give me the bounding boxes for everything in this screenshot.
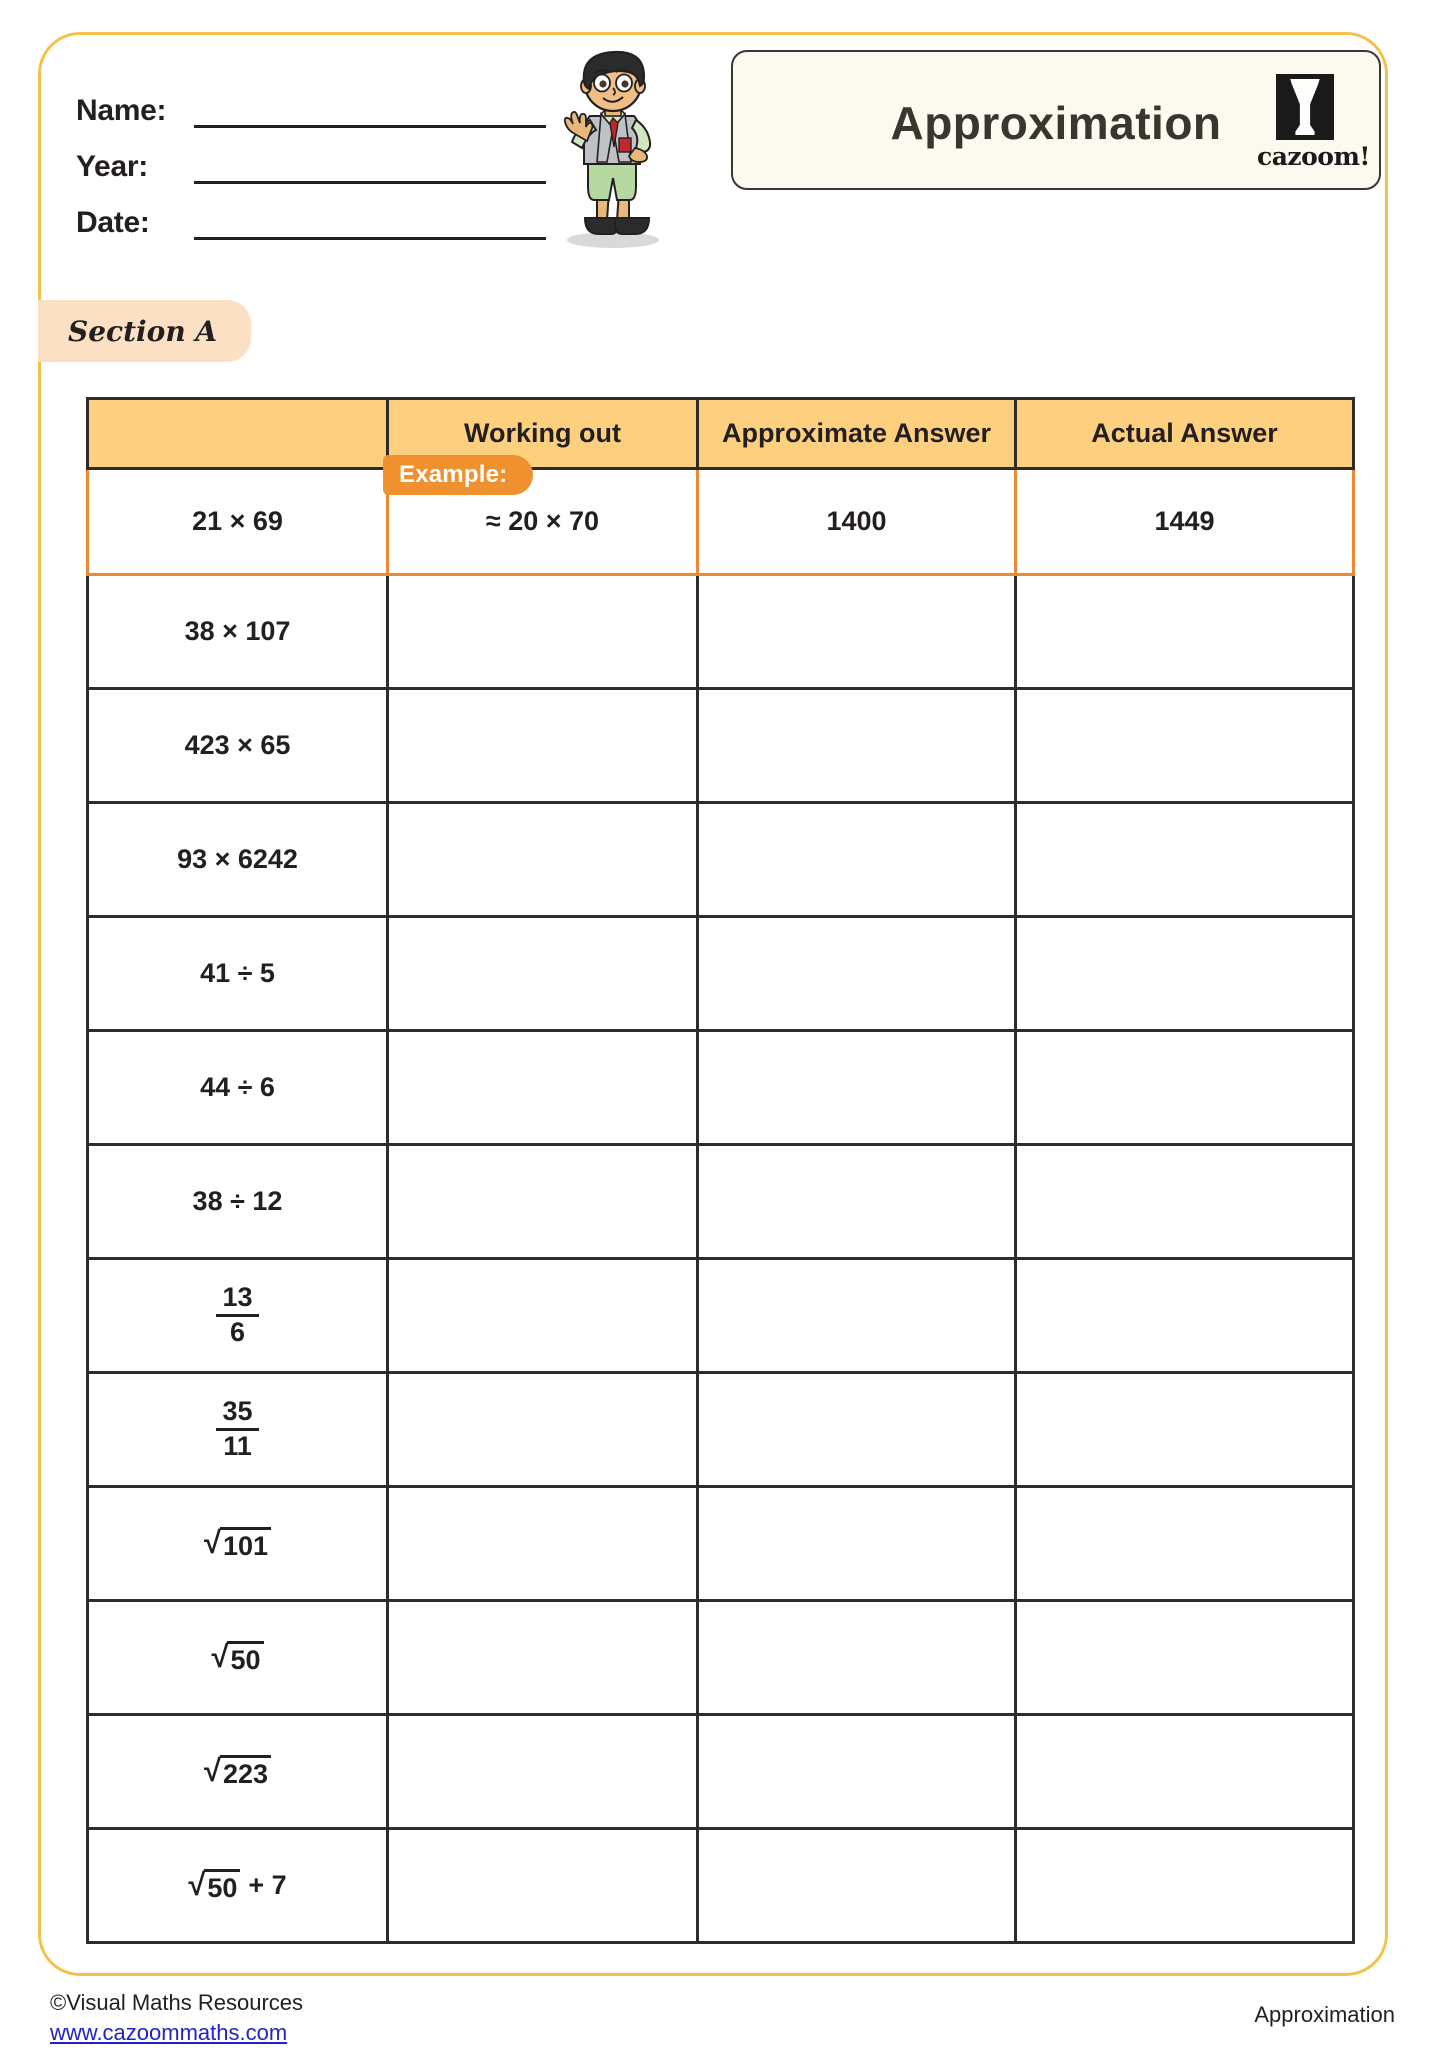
table-row: [88, 1373, 1354, 1487]
copyright-text: ©Visual Maths Resources: [50, 1990, 304, 2015]
answer-cell-approximate[interactable]: [698, 803, 1016, 917]
example-actual-answer: 1449: [1016, 469, 1354, 575]
table-row-example: [88, 469, 1354, 575]
field-row-date: [76, 188, 556, 240]
answer-cell-approximate[interactable]: [698, 689, 1016, 803]
cazoom-hourglass-icon: [1276, 74, 1334, 140]
answer-cell-working-out[interactable]: [388, 917, 698, 1031]
radical-sign-icon: √: [188, 1867, 206, 1902]
section-badge: [38, 300, 251, 362]
field-row-year: [76, 132, 556, 184]
answer-cell-actual[interactable]: [1016, 1829, 1354, 1943]
answer-cell-approximate[interactable]: [698, 1259, 1016, 1373]
answer-cell-working-out[interactable]: [388, 1031, 698, 1145]
square-root: [204, 1527, 271, 1560]
table-row: [88, 1259, 1354, 1373]
footer-credits: [50, 1988, 303, 2048]
date-input-line[interactable]: [194, 207, 546, 240]
question-expression: 423 × 65: [88, 689, 388, 803]
header-approximate-answer: Approximate Answer: [698, 399, 1016, 469]
mascot-schoolboy-icon: [543, 42, 678, 252]
answer-cell-approximate[interactable]: [698, 1373, 1016, 1487]
answer-cell-approximate[interactable]: [698, 575, 1016, 689]
answer-cell-working-out[interactable]: [388, 1829, 698, 1943]
square-root: [211, 1641, 263, 1674]
header-actual-answer: Actual Answer: [1016, 399, 1354, 469]
answer-cell-actual[interactable]: [1016, 575, 1354, 689]
answer-cell-actual[interactable]: [1016, 1715, 1354, 1829]
answer-cell-actual[interactable]: [1016, 1373, 1354, 1487]
fraction-denominator: 6: [216, 1314, 258, 1347]
radicand: 50: [227, 1641, 263, 1674]
fraction-numerator: 35: [222, 1396, 253, 1427]
example-tag: [383, 455, 533, 495]
answer-cell-actual[interactable]: [1016, 1031, 1354, 1145]
answer-cell-approximate[interactable]: [698, 1487, 1016, 1601]
example-tag-label: Example:: [399, 461, 508, 488]
table-row: [88, 689, 1354, 803]
answer-cell-approximate[interactable]: [698, 1601, 1016, 1715]
answer-cell-working-out[interactable]: [388, 1715, 698, 1829]
square-root: [204, 1755, 271, 1788]
worksheet-header: [38, 32, 1388, 262]
page-title: Approximation: [890, 97, 1222, 149]
answer-cell-working-out[interactable]: [388, 803, 698, 917]
table-row: [88, 1715, 1354, 1829]
answer-cell-working-out[interactable]: [388, 1145, 698, 1259]
year-label: Year:: [76, 150, 148, 183]
cazoom-logo: [1257, 74, 1370, 174]
radical-sign-icon: √: [203, 1525, 221, 1560]
example-approximate-answer: 1400: [698, 469, 1016, 575]
example-expression: 21 × 69: [88, 469, 388, 575]
radicand: 50: [204, 1869, 240, 1902]
expression-suffix: + 7: [248, 1870, 287, 1900]
radicand: 101: [220, 1527, 271, 1560]
cazoom-website-link[interactable]: www.cazoommaths.com: [50, 2020, 288, 2045]
table-body: [88, 469, 1354, 1943]
answer-cell-approximate[interactable]: [698, 1031, 1016, 1145]
answer-cell-actual[interactable]: [1016, 1601, 1354, 1715]
table-row: [88, 1145, 1354, 1259]
question-expression: [88, 1715, 388, 1829]
answer-cell-approximate[interactable]: [698, 1829, 1016, 1943]
answer-cell-working-out[interactable]: [388, 1601, 698, 1715]
question-expression: [88, 1601, 388, 1715]
fraction: [216, 1397, 258, 1460]
worksheet-title-card: [731, 50, 1381, 190]
answer-cell-approximate[interactable]: [698, 1145, 1016, 1259]
radical-sign-icon: √: [211, 1639, 229, 1674]
radical-sign-icon: √: [203, 1753, 221, 1788]
question-expression: 41 ÷ 5: [88, 917, 388, 1031]
table-row: [88, 575, 1354, 689]
answer-cell-working-out[interactable]: [388, 1259, 698, 1373]
year-input-line[interactable]: [194, 151, 546, 184]
fraction: [216, 1283, 258, 1346]
square-root: [188, 1869, 240, 1902]
fraction-denominator: 11: [216, 1428, 258, 1461]
table-row: [88, 1487, 1354, 1601]
date-label: Date:: [76, 206, 150, 239]
header-working-out: Working out: [388, 399, 698, 469]
answer-cell-working-out[interactable]: [388, 1373, 698, 1487]
footer-worksheet-name: Approximation: [1254, 2002, 1395, 2027]
table-row: [88, 1829, 1354, 1943]
approximation-table: [86, 397, 1355, 1944]
table-row: [88, 1601, 1354, 1715]
question-expression: [88, 1829, 388, 1943]
table-row: [88, 803, 1354, 917]
answer-cell-actual[interactable]: [1016, 1487, 1354, 1601]
header-expression: [88, 399, 388, 469]
table-row: [88, 1031, 1354, 1145]
question-expression: 38 × 107: [88, 575, 388, 689]
question-expression: 44 ÷ 6: [88, 1031, 388, 1145]
question-expression: [88, 1259, 388, 1373]
answer-cell-approximate[interactable]: [698, 1715, 1016, 1829]
answer-cell-working-out[interactable]: [388, 689, 698, 803]
student-fields: [76, 76, 556, 244]
fraction-numerator: 13: [222, 1282, 253, 1313]
name-label: Name:: [76, 94, 167, 127]
field-row-name: [76, 76, 556, 128]
cazoom-wordmark: cazoom!: [1257, 142, 1370, 171]
table-row: [88, 917, 1354, 1031]
question-expression: 93 × 6242: [88, 803, 388, 917]
answer-cell-actual[interactable]: [1016, 689, 1354, 803]
answer-cell-approximate[interactable]: [698, 917, 1016, 1031]
section-label: Section A: [68, 314, 218, 348]
question-expression: [88, 1373, 388, 1487]
question-expression: 38 ÷ 12: [88, 1145, 388, 1259]
answer-cell-actual[interactable]: [1016, 803, 1354, 917]
question-expression: [88, 1487, 388, 1601]
answer-cell-working-out[interactable]: [388, 575, 698, 689]
table-header-row: [88, 399, 1354, 469]
answer-cell-actual[interactable]: [1016, 917, 1354, 1031]
answer-cell-actual[interactable]: [1016, 1259, 1354, 1373]
example-working-out: ≈ 20 × 70: [388, 469, 698, 575]
name-input-line[interactable]: [194, 95, 546, 128]
radicand: 223: [220, 1755, 271, 1788]
answer-cell-actual[interactable]: [1016, 1145, 1354, 1259]
answer-cell-working-out[interactable]: [388, 1487, 698, 1601]
